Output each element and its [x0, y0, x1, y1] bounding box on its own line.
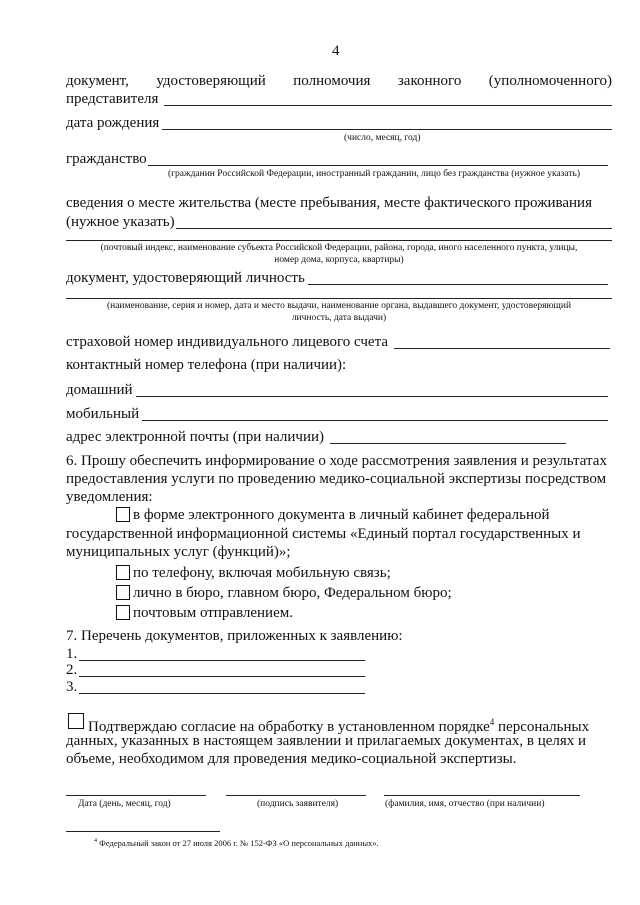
citizenship-field[interactable]	[148, 165, 608, 166]
consent-text-2: данных, указанных в настоящем заявлении и прилагаемых документах, в целях и	[66, 733, 587, 749]
phone-mobile-label: мобильный	[66, 406, 140, 422]
identity-label: документ, удостоверяющий личность	[66, 270, 305, 286]
notify-mail-text: почтовым отправлением.	[133, 605, 293, 621]
phone-home-label: домашний	[66, 382, 133, 398]
residence-label-2: (нужное указать)	[66, 214, 175, 230]
document-item-field-3[interactable]	[79, 693, 365, 694]
residence-hint-2: номер дома, корпуса, квартиры)	[274, 255, 404, 265]
email-field[interactable]	[330, 443, 566, 444]
birth-label: дата рождения	[66, 115, 160, 131]
consent-checkbox[interactable]	[68, 713, 84, 729]
notify-phone-checkbox[interactable]	[116, 565, 130, 580]
section6-line-3: уведомления:	[66, 489, 153, 505]
rep-word: законного	[397, 73, 462, 89]
rep-doc-row1	[66, 72, 612, 90]
rep-word: (уполномоченного)	[488, 73, 612, 89]
fullname-field[interactable]	[384, 795, 580, 796]
residence-label-1: сведения о месте жительства (месте пребывания, месте фактического проживания	[66, 195, 592, 211]
notify-phone-text: по телефону, включая мобильную связь;	[133, 565, 391, 581]
footnote	[94, 836, 379, 849]
signature-field[interactable]	[226, 795, 366, 796]
residence-hint-1: (почтовый индекс, наименование субъекта Российской Федерации, района, города, иного населенного пункта, улицы,	[100, 243, 578, 253]
identity-hint-1: (наименование, серия и номер, дата и место выдачи, наименование органа, выдавшего документ, удостоверяющий	[106, 301, 572, 311]
notify-portal-checkbox[interactable]	[116, 507, 130, 522]
notify-office-text: лично в бюро, главном бюро, Федеральном бюро;	[133, 585, 452, 601]
consent-text: персональных	[494, 719, 590, 735]
date-caption: Дата (день, месяц, год)	[78, 799, 171, 809]
birth-hint: (число, месяц, год)	[344, 133, 421, 143]
footnote-text: Федеральный закон от 27 июля 2006 г. № 152-ФЗ «О персональных данных».	[97, 837, 379, 848]
rep-word: документ,	[66, 73, 129, 89]
document-item-field-1[interactable]	[79, 660, 365, 661]
document-item-number: 1.	[66, 646, 78, 662]
notify-mail-checkbox[interactable]	[116, 605, 130, 620]
residence-field-1[interactable]	[176, 228, 612, 229]
email-label: адрес электронной почты (при наличии)	[66, 429, 324, 445]
citizenship-label: гражданство	[66, 151, 147, 167]
section7-title: 7. Перечень документов, приложенных к заявлению:	[66, 628, 403, 644]
footnote-ref: 4	[489, 717, 495, 727]
birth-field[interactable]	[162, 129, 612, 130]
section6-line-1: 6. Прошу обеспечить информирование о ходе рассмотрения заявления и результатах	[66, 453, 607, 469]
rep-doc-field[interactable]	[164, 105, 612, 106]
notify-portal-text-1: в форме электронного документа в личный кабинет федеральной	[133, 507, 550, 523]
page-number: 4	[332, 43, 340, 59]
rep-doc-label: представителя	[66, 91, 159, 107]
section6-line-2: предоставления услуги по проведению медико-социальной экспертизы посредством	[66, 471, 607, 487]
footnote-number: 4	[94, 838, 97, 844]
date-field[interactable]	[66, 795, 206, 796]
rep-word: удостоверяющий	[156, 73, 266, 89]
consent-text: Подтверждаю согласие на обработку в установленном порядке	[88, 719, 490, 735]
snils-label: страховой номер индивидуального лицевого счета	[66, 334, 388, 350]
fullname-caption: (фамилия, имя, отчество (при наличии)	[385, 799, 545, 809]
phone-home-field[interactable]	[136, 396, 608, 397]
phone-label: контактный номер телефона (при наличии):	[66, 357, 347, 373]
consent-text-3: объеме, необходимом для проведения медико-социальной экспертизы.	[66, 751, 517, 767]
snils-field[interactable]	[394, 348, 610, 349]
footnote-separator	[66, 831, 220, 832]
document-item-field-2[interactable]	[79, 676, 365, 677]
phone-mobile-field[interactable]	[142, 420, 608, 421]
rep-word: полномочия	[293, 73, 371, 89]
notify-office-checkbox[interactable]	[116, 585, 130, 600]
signature-caption: (подпись заявителя)	[257, 799, 339, 809]
identity-field-1[interactable]	[308, 284, 608, 285]
residence-field-2[interactable]	[66, 240, 612, 241]
document-item-number: 3.	[66, 679, 78, 695]
notify-portal-text-3: муниципальных услуг (функций)»;	[66, 544, 291, 560]
notify-portal-text-2: государственной информационной системы «Единый портал государственных и	[66, 526, 581, 542]
citizenship-hint: (гражданин Российской Федерации, иностранный гражданин, лицо без гражданства (нужное указать)	[168, 169, 581, 179]
document-item-number: 2.	[66, 662, 78, 678]
identity-field-2[interactable]	[66, 298, 612, 299]
identity-hint-2: личность, дата выдачи)	[291, 313, 387, 323]
